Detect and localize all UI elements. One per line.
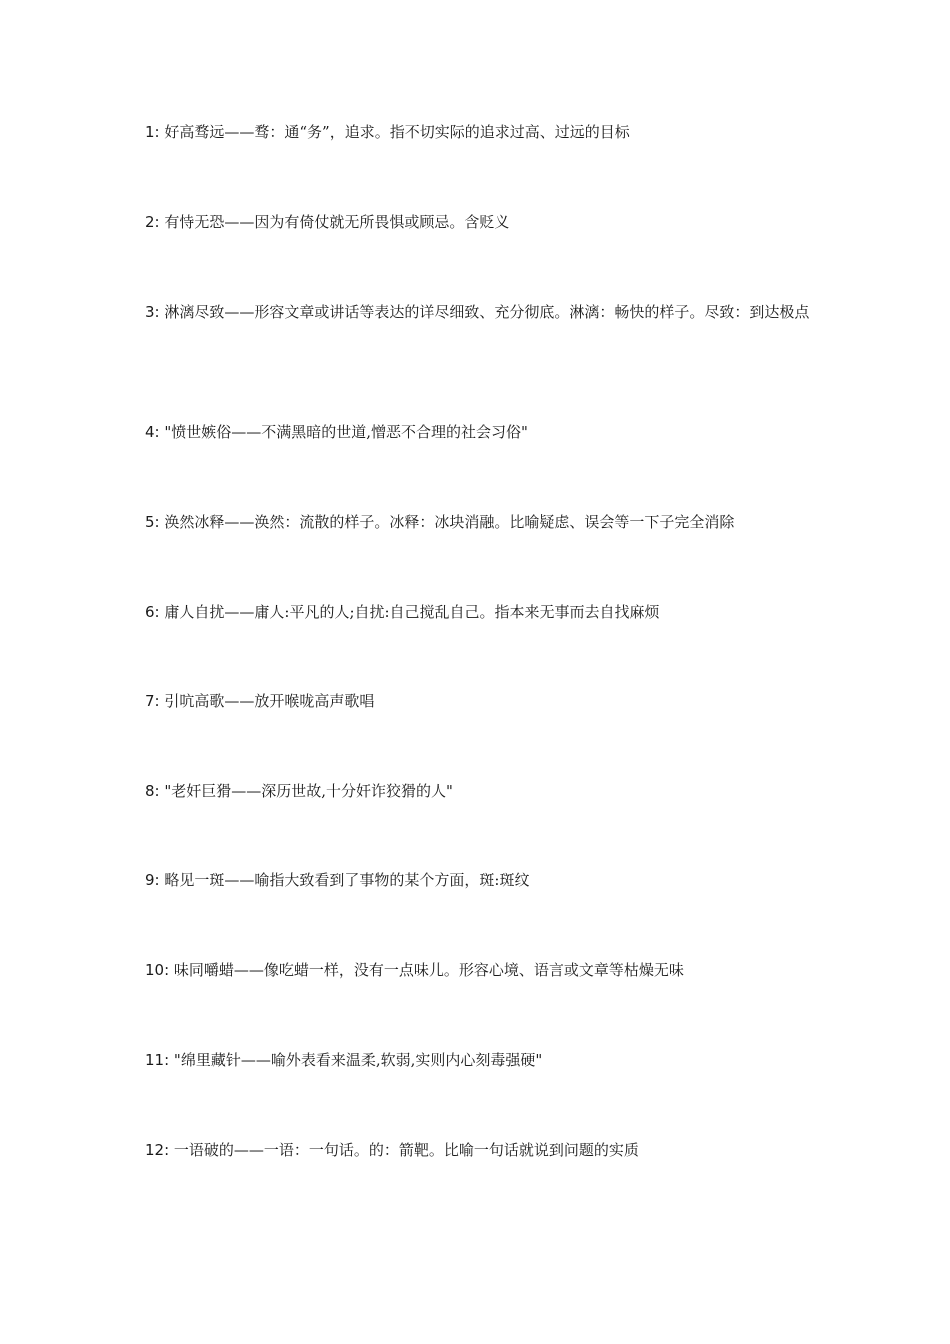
item-text: 淋漓尽致——形容文章或讲话等表达的详尽细致、充分彻底。淋漓：畅快的样子。尽致：到达极点 [164, 303, 810, 321]
item-number: 10: [145, 961, 170, 979]
item-number: 2: [145, 213, 160, 231]
list-item [145, 597, 825, 627]
item-text: 味同嚼蜡——像吃蜡一样，没有一点味儿。形容心境、语言或文章等枯燥无味 [173, 961, 684, 979]
item-number: 3: [145, 303, 160, 321]
list-item [145, 1045, 825, 1075]
item-number: 11: [145, 1051, 170, 1069]
item-number: 12: [145, 1141, 170, 1159]
item-text: 略见一斑——喻指大致看到了事物的某个方面，斑:斑纹 [164, 871, 530, 889]
list-item [145, 865, 825, 895]
list-item [145, 297, 825, 327]
item-text: 好高骛远——骛：通“务”，追求。指不切实际的追求过高、过远的目标 [164, 123, 630, 141]
list-item [145, 507, 825, 537]
item-number: 1: [145, 123, 160, 141]
item-text: "绵里藏针——喻外表看来温柔,软弱,实则内心刻毒强硬" [173, 1051, 543, 1069]
list-item [145, 1135, 825, 1165]
item-number: 5: [145, 513, 160, 531]
item-number: 7: [145, 692, 160, 710]
item-text: 有恃无恐——因为有倚仗就无所畏惧或顾忌。含贬义 [164, 213, 510, 231]
item-text: "愤世嫉俗——不满黑暗的世道,憎恶不合理的社会习俗" [164, 423, 528, 441]
list-item [145, 686, 825, 716]
list-item [145, 117, 825, 147]
item-text: 涣然冰释——涣然：流散的样子。冰释：冰块消融。比喻疑虑、误会等一下子完全消除 [164, 513, 735, 531]
item-number: 4: [145, 423, 160, 441]
item-text: 庸人自扰——庸人:平凡的人;自扰:自己搅乱自己。指本来无事而去自找麻烦 [164, 603, 660, 621]
item-number: 9: [145, 871, 160, 889]
item-number: 6: [145, 603, 160, 621]
item-text: "老奸巨猾——深历世故,十分奸诈狡猾的人" [164, 782, 453, 800]
list-item [145, 955, 825, 985]
item-text: 一语破的——一语：一句话。的：箭靶。比喻一句话就说到问题的实质 [173, 1141, 639, 1159]
list-item [145, 207, 825, 237]
list-item [145, 776, 825, 806]
list-item [145, 417, 825, 447]
item-text: 引吭高歌——放开喉咙高声歌唱 [164, 692, 375, 710]
item-number: 8: [145, 782, 160, 800]
